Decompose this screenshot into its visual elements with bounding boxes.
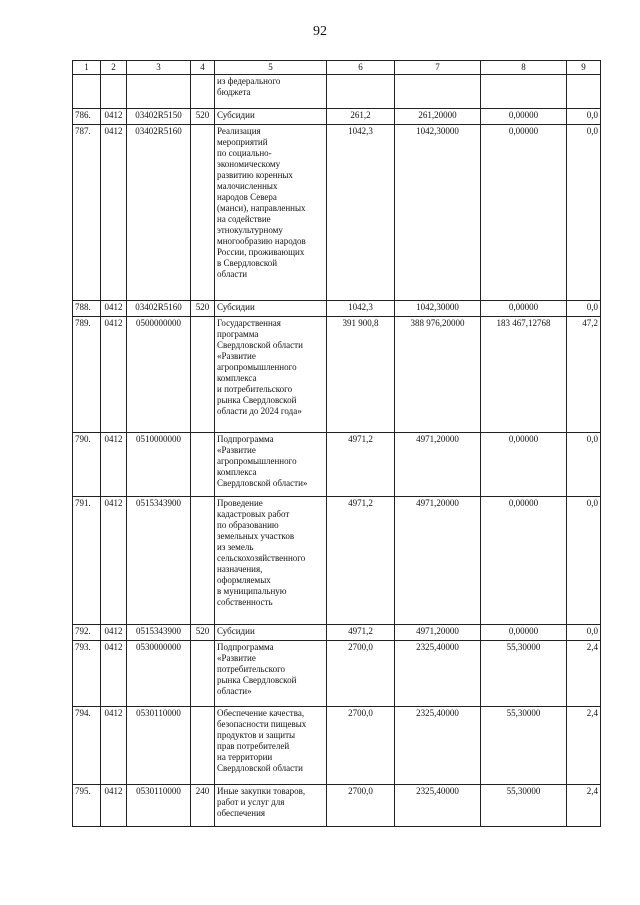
section-code: 0412 [101, 625, 127, 641]
approved-amount: 4971,20000 [395, 433, 481, 497]
approved-amount: 261,20000 [395, 109, 481, 125]
table-row [73, 497, 601, 625]
row-number [73, 75, 101, 109]
planned-amount: 4971,2 [327, 433, 395, 497]
target-article-code: 0515343900 [127, 497, 191, 625]
expense-type-code [191, 707, 215, 785]
section-code: 0412 [101, 497, 127, 625]
execution-percent: 47,2 [567, 317, 601, 433]
expense-type-code: 240 [191, 785, 215, 827]
executed-amount: 0,00000 [481, 497, 567, 625]
execution-percent: 2,4 [567, 785, 601, 827]
target-article-code [127, 75, 191, 109]
execution-percent: 2,4 [567, 641, 601, 707]
row-number: 787. [73, 125, 101, 301]
item-name: Субсидии [215, 109, 327, 125]
target-article-code: 0500000000 [127, 317, 191, 433]
approved-amount: 2325,40000 [395, 641, 481, 707]
execution-percent: 0,0 [567, 109, 601, 125]
table-row [73, 317, 601, 433]
target-article-code: 0530110000 [127, 707, 191, 785]
item-name: Подпрограмма «Развитие потребительского рынка Свердловской области» [215, 641, 327, 707]
item-name: Субсидии [215, 301, 327, 317]
item-name: Иные закупки товаров, работ и услуг для обеспечения [215, 785, 327, 827]
expense-type-code [191, 433, 215, 497]
row-number: 790. [73, 433, 101, 497]
column-header: 5 [215, 61, 327, 75]
item-name: Субсидии [215, 625, 327, 641]
expense-type-code [191, 497, 215, 625]
target-article-code: 0515343900 [127, 625, 191, 641]
planned-amount: 4971,2 [327, 497, 395, 625]
table-header-row [73, 61, 601, 75]
executed-amount: 55,30000 [481, 641, 567, 707]
planned-amount: 2700,0 [327, 707, 395, 785]
executed-amount: 0,00000 [481, 125, 567, 301]
table-row [73, 109, 601, 125]
approved-amount: 2325,40000 [395, 785, 481, 827]
execution-percent: 2,4 [567, 707, 601, 785]
execution-percent [567, 75, 601, 109]
execution-percent: 0,0 [567, 301, 601, 317]
page-number: 92 [313, 24, 327, 39]
section-code: 0412 [101, 301, 127, 317]
approved-amount: 2325,40000 [395, 707, 481, 785]
budget-table [72, 60, 601, 827]
table-row [73, 785, 601, 827]
planned-amount: 1042,3 [327, 301, 395, 317]
item-name: Проведение кадастровых работ по образованию земельных участков из земель сельскохозяйственного назначения, оформляемых в муниципальную собственность [215, 497, 327, 625]
item-name: Подпрограмма «Развитие агропромышленного комплекса Свердловской области» [215, 433, 327, 497]
execution-percent: 0,0 [567, 125, 601, 301]
approved-amount: 1042,30000 [395, 125, 481, 301]
row-number: 794. [73, 707, 101, 785]
column-header: 3 [127, 61, 191, 75]
section-code [101, 75, 127, 109]
expense-type-code [191, 317, 215, 433]
planned-amount: 2700,0 [327, 785, 395, 827]
planned-amount: 2700,0 [327, 641, 395, 707]
table-row [73, 707, 601, 785]
planned-amount: 4971,2 [327, 625, 395, 641]
row-number: 789. [73, 317, 101, 433]
planned-amount: 391 900,8 [327, 317, 395, 433]
table-row [73, 625, 601, 641]
column-header: 2 [101, 61, 127, 75]
column-header: 9 [567, 61, 601, 75]
column-header: 8 [481, 61, 567, 75]
table-row [73, 75, 601, 109]
row-number: 791. [73, 497, 101, 625]
approved-amount: 1042,30000 [395, 301, 481, 317]
executed-amount [481, 75, 567, 109]
approved-amount: 4971,20000 [395, 497, 481, 625]
row-number: 793. [73, 641, 101, 707]
column-header: 1 [73, 61, 101, 75]
executed-amount: 0,00000 [481, 433, 567, 497]
table-row [73, 125, 601, 301]
section-code: 0412 [101, 707, 127, 785]
item-name: Обеспечение качества, безопасности пищевых продуктов и защиты прав потребителей на территории Свердловской области [215, 707, 327, 785]
target-article-code: 03402R5160 [127, 301, 191, 317]
row-number: 786. [73, 109, 101, 125]
column-header: 7 [395, 61, 481, 75]
target-article-code: 0510000000 [127, 433, 191, 497]
planned-amount: 261,2 [327, 109, 395, 125]
row-number: 792. [73, 625, 101, 641]
section-code: 0412 [101, 433, 127, 497]
execution-percent: 0,0 [567, 625, 601, 641]
expense-type-code: 520 [191, 301, 215, 317]
section-code: 0412 [101, 641, 127, 707]
table-row [73, 301, 601, 317]
expense-type-code: 520 [191, 625, 215, 641]
column-header: 6 [327, 61, 395, 75]
execution-percent: 0,0 [567, 497, 601, 625]
target-article-code: 03402R5160 [127, 125, 191, 301]
target-article-code: 0530110000 [127, 785, 191, 827]
column-header: 4 [191, 61, 215, 75]
item-name: Государственная программа Свердловской области «Развитие агропромышленного комплекса и потребительского рынка Свердловской области до 2024 года» [215, 317, 327, 433]
section-code: 0412 [101, 317, 127, 433]
expense-type-code [191, 641, 215, 707]
expense-type-code [191, 125, 215, 301]
row-number: 788. [73, 301, 101, 317]
table-row [73, 641, 601, 707]
expense-type-code: 520 [191, 109, 215, 125]
row-number: 795. [73, 785, 101, 827]
table-row [73, 433, 601, 497]
expense-type-code [191, 75, 215, 109]
target-article-code: 03402R5150 [127, 109, 191, 125]
section-code: 0412 [101, 785, 127, 827]
planned-amount [327, 75, 395, 109]
approved-amount: 388 976,20000 [395, 317, 481, 433]
item-name: из федерального бюджета [215, 75, 327, 109]
target-article-code: 0530000000 [127, 641, 191, 707]
executed-amount: 183 467,12768 [481, 317, 567, 433]
executed-amount: 0,00000 [481, 301, 567, 317]
approved-amount [395, 75, 481, 109]
planned-amount: 1042,3 [327, 125, 395, 301]
item-name: Реализация мероприятий по социально- экономическому развитию коренных малочисленных народов Севера (манси), направленных на содействие этнокультурному многообразию народов России, проживающих в Свердловской области [215, 125, 327, 301]
executed-amount: 0,00000 [481, 109, 567, 125]
approved-amount: 4971,20000 [395, 625, 481, 641]
executed-amount: 55,30000 [481, 707, 567, 785]
execution-percent: 0,0 [567, 433, 601, 497]
executed-amount: 55,30000 [481, 785, 567, 827]
section-code: 0412 [101, 109, 127, 125]
section-code: 0412 [101, 125, 127, 301]
executed-amount: 0,00000 [481, 625, 567, 641]
